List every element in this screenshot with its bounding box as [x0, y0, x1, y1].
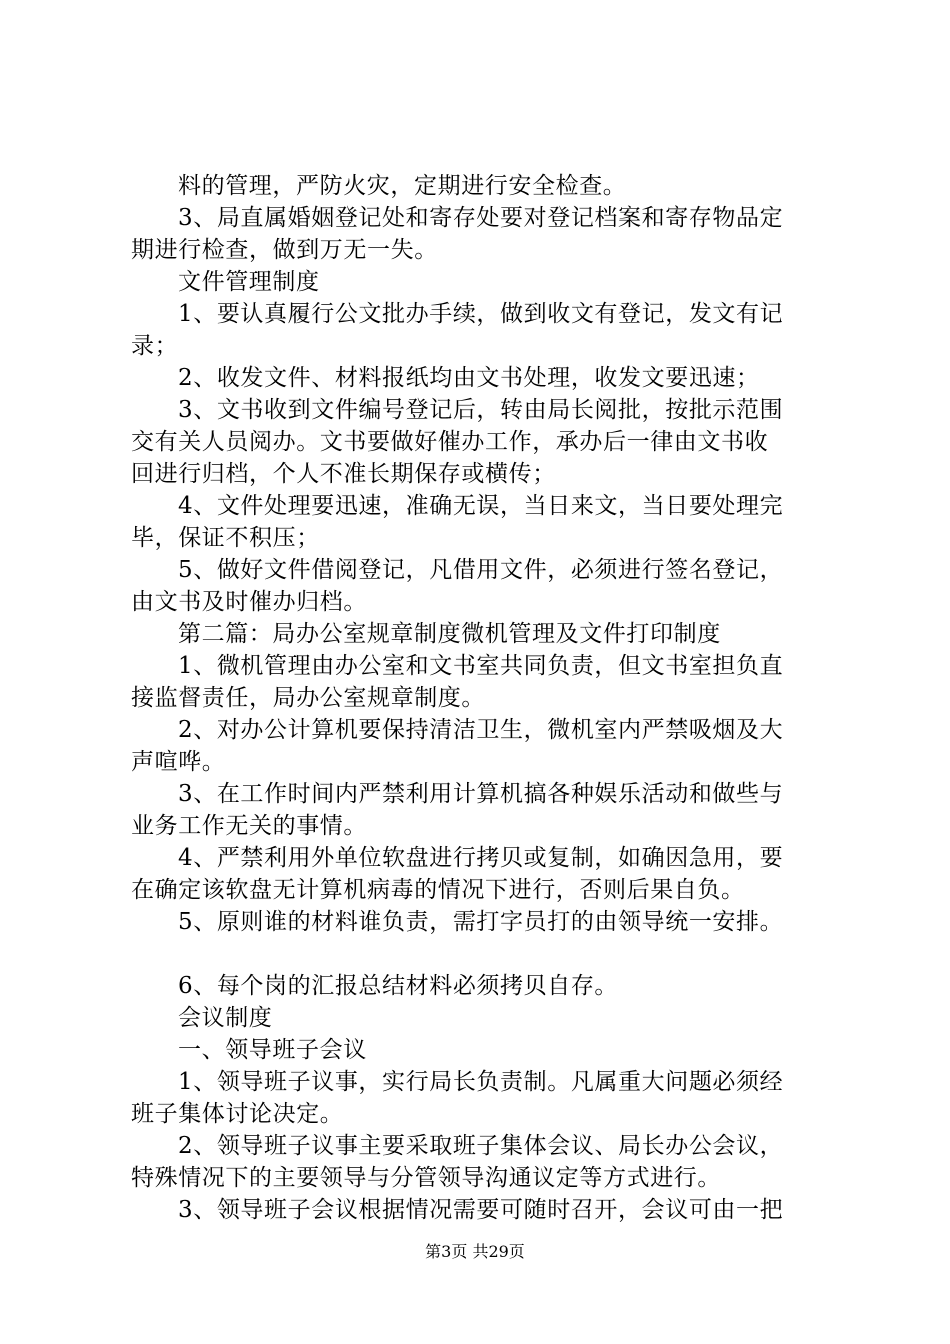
text-line: 业务工作无关的事情。: [131, 813, 367, 839]
text-line: 5、原则谁的材料谁负责，需打字员打的由领导统一安排。: [178, 909, 784, 935]
text-line: 特殊情况下的主要领导与分管领导沟通议定等方式进行。: [131, 1165, 721, 1191]
text-line: 3、在工作时间内严禁利用计算机搞各种娱乐活动和做些与: [178, 781, 784, 807]
text-line: 3、文书收到文件编号登记后，转由局长阅批，按批示范围: [178, 397, 784, 423]
text-line: 期进行检查，做到万无一失。: [131, 237, 438, 263]
text-line: 3、局直属婚姻登记处和寄存处要对登记档案和寄存物品定: [178, 205, 784, 231]
text-line: 4、严禁利用外单位软盘进行拷贝或复制，如确因急用，要: [178, 845, 784, 871]
text-line: 1、领导班子议事，实行局长负责制。凡属重大问题必须经: [178, 1069, 784, 1095]
text-line: 毕，保证不积压；: [131, 525, 320, 551]
text-line: 2、收发文件、材料报纸均由文书处理，收发文要迅速；: [178, 365, 760, 391]
text-line: 料的管理，严防火灾，定期进行安全检查。: [178, 173, 627, 199]
document-body: [131, 170, 831, 1226]
text-line: 会议制度: [178, 1005, 273, 1031]
text-line: 录；: [131, 333, 179, 359]
text-line: 声喧哗。: [131, 749, 226, 775]
text-line: 4、文件处理要迅速，准确无误，当日来文，当日要处理完: [178, 493, 784, 519]
text-line: 6、每个岗的汇报总结材料必须拷贝自存。: [178, 973, 619, 999]
text-line: 1、微机管理由办公室和文书室共同负责，但文书室担负直: [178, 653, 784, 679]
text-line: 2、对办公计算机要保持清洁卫生，微机室内严禁吸烟及大: [178, 717, 784, 743]
text-line: 回进行归档，个人不准长期保存或横传；: [131, 461, 556, 487]
text-line: 1、要认真履行公文批办手续，做到收文有登记，发文有记: [178, 301, 784, 327]
text-line: 文件管理制度: [178, 269, 320, 295]
text-line: 一、领导班子会议: [178, 1037, 367, 1063]
text-line: 3、领导班子会议根据情况需要可随时召开，会议可由一把: [178, 1197, 784, 1223]
text-line: 班子集体讨论决定。: [131, 1101, 344, 1127]
text-line: 第二篇：局办公室规章制度微机管理及文件打印制度: [178, 621, 721, 647]
blank-line: [131, 938, 831, 970]
text-line: 2、领导班子议事主要采取班子集体会议、局长办公会议，: [178, 1133, 784, 1159]
text-line: 5、做好文件借阅登记，凡借用文件，必须进行签名登记，: [178, 557, 784, 583]
text-line: 由文书及时催办归档。: [131, 589, 367, 615]
page-footer: 第3页 共29页: [425, 1242, 525, 1261]
text-line: 在确定该软盘无计算机病毒的情况下进行，否则后果自负。: [131, 877, 745, 903]
text-line: 接监督责任，局办公室规章制度。: [131, 685, 485, 711]
text-line: 交有关人员阅办。文书要做好催办工作，承办后一律由文书收: [131, 429, 769, 455]
